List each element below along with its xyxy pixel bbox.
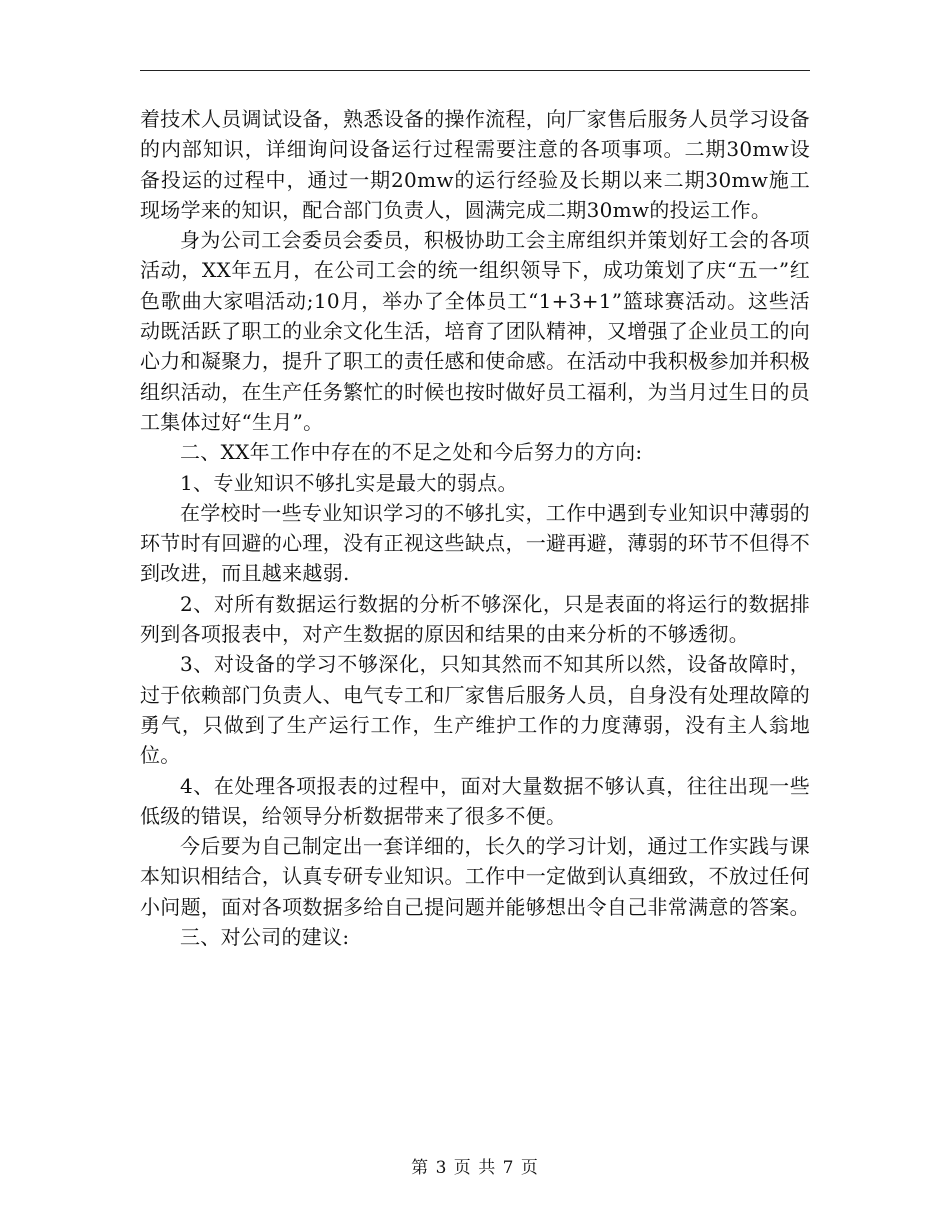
item-3: 3、对设备的学习不够深化，只知其然而不知其所以然，设备故障时，过于依赖部门负责人、电气专工和厂家售后服务人员，自身没有处理故障的勇气，只做到了生产运行工作，生产维护工作的力度薄弱，没有主人翁地位。 xyxy=(140,652,810,768)
item-2: 2、对所有数据运行数据的分析不够深化，只是表面的将运行的数据排列到各项报表中，对产生数据的原因和结果的由来分析的不够透彻。 xyxy=(140,591,810,647)
document-body xyxy=(140,104,810,952)
item-1-heading: 1、专业知识不够扎实是最大的弱点。 xyxy=(180,470,518,495)
section-heading-shortcomings: 二、XX年工作中存在的不足之处和今后努力的方向: xyxy=(180,440,643,465)
item-4: 4、在处理各项报表的过程中，面对大量数据不够认真，往往出现一些低级的错误，给领导分析数据带来了很多不便。 xyxy=(140,773,810,828)
page-number: 第 3 页 共 7 页 xyxy=(411,1158,539,1178)
paragraph-continuation: 着技术人员调试设备，熟悉设备的操作流程，向厂家售后服务人员学习设备的内部知识，详细询问设备运行过程需要注意的各项事项。二期30mw设备投运的过程中，通过一期20mw的运行经验及长期以来二期30mw施工现场学来的知识，配合部门负责人，圆满完成二期30mw的投运工作。 xyxy=(140,107,810,222)
paragraph-union-activities: 身为公司工会委员会委员，积极协助工会主席组织并策划好工会的各项活动，XX年五月，在公司工会的统一组织领导下，成功策划了庆“五一”红色歌曲大家唱活动;10月，举办了全体员工“1+3+1”篮球赛活动。这些活动既活跃了职工的业余文化生活，培育了团队精神，又增强了企业员工的向心力和凝聚力，提升了职工的责任感和使命感。在活动中我积极参加并积极组织活动，在生产任务繁忙的时候也按时做好员工福利，为当月过生日的员工集体过好“生月”。 xyxy=(140,228,810,434)
item-1-detail: 在学校时一些专业知识学习的不够扎实，工作中遇到专业知识中薄弱的环节时有回避的心理，没有正视这些缺点，一避再避，薄弱的环节不但得不到改进，而且越来越弱. xyxy=(140,500,810,586)
section-heading-suggestions: 三、对公司的建议: xyxy=(180,925,350,950)
header-rule xyxy=(140,70,810,71)
paragraph-future-plan: 今后要为自己制定出一套详细的，长久的学习计划，通过工作实践与课本知识相结合，认真专研专业知识。工作中一定做到认真细致，不放过任何小问题，面对各项数据多给自己提问题并能够想出令自己非常满意的答案。 xyxy=(140,834,810,919)
